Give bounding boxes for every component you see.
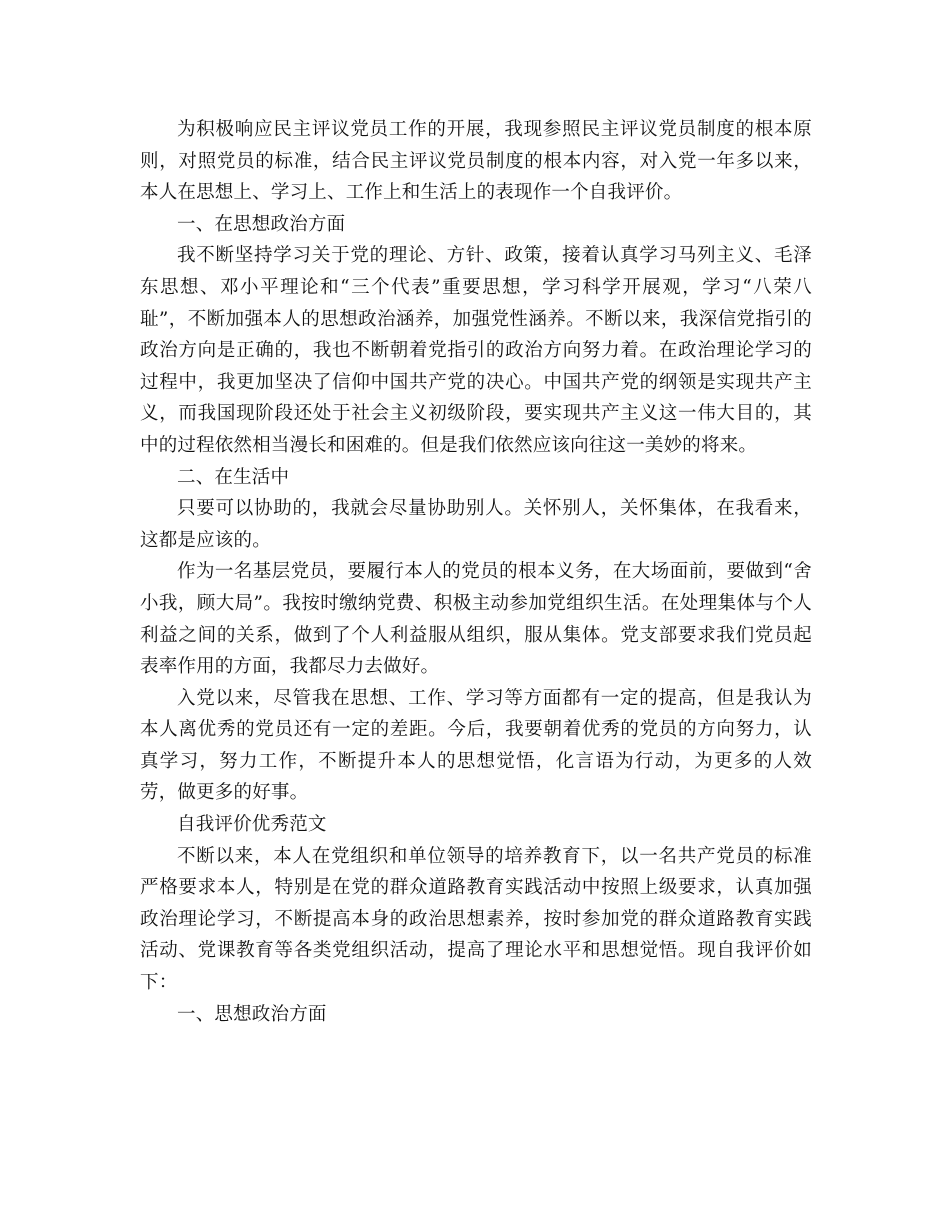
- paragraph-life-help: 只要可以协助的，我就会尽量协助别人。关怀别人，关怀集体，在我看来，这都是应该的。: [140, 498, 812, 551]
- section-heading-politics: 一、在思想政治方面: [177, 213, 346, 235]
- paragraph-conclusion: 入党以来，尽管我在思想、工作、学习等方面都有一定的提高，但是我认为本人离优秀的党员还有一定的差距。今后，我要朝着优秀的党员的方向努力，认真学习，努力工作，不断提升本人的思想觉悟，化言语为行动，为更多的人效劳，做更多的好事。: [140, 687, 812, 804]
- paragraph-sample-intro: 不断以来，本人在党组织和单位领导的培养教育下，以一名共产党员的标准严格要求本人，特别是在党的群众道路教育实践活动中按照上级要求，认真加强政治理论学习，不断提高本身的政治思想素养，按时参加党的群众道路教育实践活动、党课教育等各类党组织活动，提高了理论水平和思想觉悟。现自我评价如下：: [140, 845, 812, 994]
- paragraph-politics: 我不断坚持学习关于党的理论、方针、政策，接着认真学习马列主义、毛泽东思想、邓小平理论和“三个代表”重要思想，学习科学开展观，学习“八荣八耻”，不断加强本人的思想政治涵养，加强党性涵养。不断以来，我深信党指引的政治方向是正确的，我也不断朝着党指引的政治方向努力着。在政治理论学习的过程中，我更加坚决了信仰中国共产党的决心。中国共产党的纲领是实现共产主义，而我国现阶段还处于社会主义初级阶段，要实现共产主义这一伟大目的，其中的过程依然相当漫长和困难的。但是我们依然应该向往这一美妙的将来。: [140, 245, 812, 456]
- section-heading-sample-politics: 一、思想政治方面: [177, 1003, 327, 1025]
- section-heading-sample: 自我评价优秀范文: [177, 814, 327, 836]
- section-heading-life: 二、在生活中: [177, 466, 290, 488]
- document-body: [140, 114, 812, 1030]
- paragraph-life-duty: 作为一名基层党员，要履行本人的党员的根本义务，在大场面前，要做到“舍小我，顾大局”。我按时缴纳党费、积极主动参加党组织生活。在处理集体与个人利益之间的关系，做到了个人利益服从组织，服从集体。党支部要求我们党员起表率作用的方面，我都尽力去做好。: [140, 561, 812, 678]
- paragraph-intro: 为积极响应民主评议党员工作的开展，我现参照民主评议党员制度的根本原则，对照党员的标准，结合民主评议党员制度的根本内容，对入党一年多以来，本人在思想上、学习上、工作上和生活上的表现作一个自我评价。: [140, 119, 812, 204]
